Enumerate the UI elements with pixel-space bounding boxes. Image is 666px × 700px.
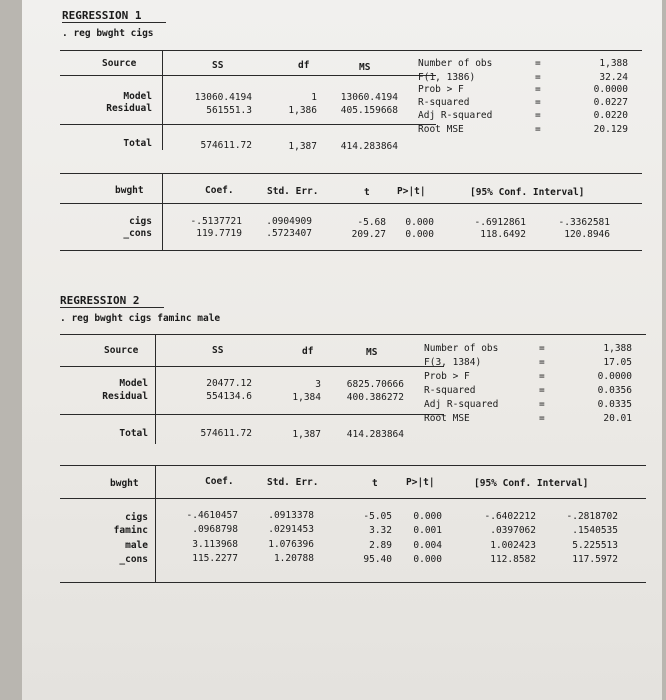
reg2-row-2-lo: 1.002423: [490, 540, 536, 551]
reg1-total-df: 1,387: [288, 141, 317, 152]
reg1-model-ss: 13060.4194: [194, 92, 252, 103]
reg2-residual-ss: 554134.6: [206, 391, 252, 402]
reg2-title: REGRESSION 2: [60, 294, 140, 307]
reg2-row-2-t: 2.89: [369, 540, 392, 551]
reg1-coef-header: Coef.: [205, 185, 234, 196]
reg1-coef-header-rule: [60, 203, 642, 204]
reg2-stat-2-eq: =: [539, 371, 545, 382]
reg2-row-2-se: 1.076396: [268, 539, 314, 550]
reg2-stat-3-label: R-squared: [424, 385, 476, 396]
reg2-stat-4-label: Adj R-squared: [424, 399, 499, 410]
reg2-row-2-p: 0.004: [413, 540, 442, 551]
reg2-anova-top-rule: [60, 334, 646, 335]
reg1-total-ms: 414.283864: [340, 141, 398, 152]
reg1-stat-0-label: Number of obs: [418, 58, 493, 69]
reg2-row-3-t: 95.40: [363, 554, 392, 565]
reg2-total-label: Total: [119, 428, 148, 439]
reg1-source-header: Source: [102, 58, 137, 69]
reg1-stat-5-eq: =: [535, 124, 541, 135]
reg1-row-0-lo: -.6912861: [474, 217, 526, 228]
reg1-ss-header: SS: [212, 60, 224, 71]
reg2-model-label: Model: [119, 378, 148, 389]
reg2-row-1-t: 3.32: [369, 525, 392, 536]
reg2-stat-3-value: 0.0356: [597, 385, 632, 396]
reg2-stat-0-value: 1,388: [603, 343, 632, 354]
reg2-row-1-p: 0.001: [413, 525, 442, 536]
reg1-row-0-var: cigs: [129, 216, 152, 227]
reg2-row-1-var: faminc: [113, 525, 148, 536]
reg1-row-1-p: 0.000: [405, 229, 434, 240]
reg2-stat-1-value: 17.05: [603, 357, 632, 368]
reg1-stat-0-eq: =: [535, 58, 541, 69]
reg2-row-0-p: 0.000: [413, 511, 442, 522]
reg2-coef-top-rule: [60, 465, 646, 466]
reg2-ss-header: SS: [212, 345, 224, 356]
reg1-residual-label: Residual: [106, 103, 152, 114]
reg2-row-0-var: cigs: [125, 512, 148, 523]
reg2-coef-bottom-rule: [60, 582, 646, 583]
reg1-model-ms: 13060.4194: [340, 92, 398, 103]
reg1-stat-4-eq: =: [535, 110, 541, 121]
reg2-row-1-lo: .0397062: [490, 525, 536, 536]
reg2-row-2-coef: 3.113968: [192, 539, 238, 550]
reg1-row-1-coef: 119.7719: [196, 228, 242, 239]
reg2-residual-label: Residual: [102, 391, 148, 402]
reg2-row-1-coef: .0968798: [192, 524, 238, 535]
reg2-stat-2-value: 0.0000: [597, 371, 632, 382]
reg2-row-0-t: -5.05: [363, 511, 392, 522]
reg2-anova-total-rule: [60, 414, 444, 415]
reg1-residual-ms: 405.159668: [340, 105, 398, 116]
reg2-command: . reg bwght cigs faminc male: [60, 313, 221, 324]
reg2-stat-4-eq: =: [539, 399, 545, 410]
reg2-stat-4-value: 0.0335: [597, 399, 632, 410]
reg2-row-0-coef: -.4610457: [186, 510, 238, 521]
reg2-df-header: df: [302, 346, 314, 357]
reg2-row-3-coef: 115.2277: [192, 553, 238, 564]
reg1-dep-header: bwght: [115, 185, 144, 196]
reg2-ci-header: [95% Conf. Interval]: [474, 478, 589, 489]
reg1-total-label: Total: [123, 138, 152, 149]
reg1-ci-header: [95% Conf. Interval]: [470, 187, 585, 198]
reg2-total-df: 1,387: [292, 429, 321, 440]
reg1-row-1-se: .5723407: [266, 228, 312, 239]
reg1-coef-top-rule: [60, 173, 642, 174]
reg1-model-df: 1: [311, 92, 317, 103]
reg1-row-0-p: 0.000: [405, 217, 434, 228]
reg2-stat-3-eq: =: [539, 385, 545, 396]
reg1-stat-4-value: 0.0220: [593, 110, 628, 121]
reg1-row-0-se: .0904909: [266, 216, 312, 227]
reg2-residual-df: 1,384: [292, 392, 321, 403]
reg2-row-2-hi: 5.225513: [572, 540, 618, 551]
reg1-anova-divider: [162, 50, 163, 150]
reg1-row-0-t: -5.68: [357, 217, 386, 228]
reg2-stat-0-eq: =: [539, 343, 545, 354]
reg2-anova-divider: [155, 334, 156, 444]
reg2-stat-5-value: 20.01: [603, 413, 632, 424]
reg2-p-header: P>|t|: [406, 477, 435, 488]
reg1-stat-1-eq: =: [535, 72, 541, 83]
reg1-anova-total-rule: [60, 124, 436, 125]
reg2-row-0-se: .0913378: [268, 510, 314, 521]
reg2-row-3-hi: 117.5972: [572, 554, 618, 565]
reg2-total-ss: 574611.72: [200, 428, 252, 439]
reg1-residual-df: 1,386: [288, 105, 317, 116]
reg1-coef-bottom-rule: [60, 250, 642, 251]
reg1-stat-3-label: R-squared: [418, 97, 470, 108]
reg1-t-header: t: [364, 187, 370, 198]
reg1-df-header: df: [298, 60, 310, 71]
reg1-stat-2-label: Prob > F: [418, 84, 464, 95]
reg2-anova-header-rule: [60, 366, 444, 367]
reg1-title: REGRESSION 1: [62, 9, 142, 22]
reg1-row-1-t: 209.27: [351, 229, 386, 240]
reg1-stat-5-value: 20.129: [593, 124, 628, 135]
reg2-stat-1-eq: =: [539, 357, 545, 368]
reg1-anova-top-rule: [60, 50, 642, 51]
reg2-se-header: Std. Err.: [267, 477, 319, 488]
reg2-row-0-lo: -.6402212: [484, 511, 536, 522]
reg2-title-underline: [60, 307, 164, 308]
reg2-dep-header: bwght: [110, 478, 139, 489]
reg1-ms-header: MS: [359, 62, 371, 73]
reg2-t-header: t: [372, 478, 378, 489]
reg1-stat-4-label: Adj R-squared: [418, 110, 493, 121]
reg1-stat-2-value: 0.0000: [593, 84, 628, 95]
reg2-model-ms: 6825.70666: [346, 379, 404, 390]
reg2-model-ss: 20477.12: [206, 378, 252, 389]
document-page: [22, 0, 662, 700]
reg1-total-ss: 574611.72: [200, 140, 252, 151]
reg2-residual-ms: 400.386272: [346, 392, 404, 403]
reg2-row-0-hi: -.2818702: [566, 511, 618, 522]
reg1-stat-2-eq: =: [535, 84, 541, 95]
reg1-model-label: Model: [123, 91, 152, 102]
reg1-se-header: Std. Err.: [267, 186, 319, 197]
reg2-stat-1-label: F(3, 1384): [424, 357, 482, 368]
reg1-stat-3-value: 0.0227: [593, 97, 628, 108]
reg1-row-1-lo: 118.6492: [480, 229, 526, 240]
reg2-row-3-se: 1.20788: [273, 553, 314, 564]
reg2-row-3-var: _cons: [119, 554, 148, 565]
reg2-source-header: Source: [104, 345, 139, 356]
reg1-residual-ss: 561551.3: [206, 105, 252, 116]
reg1-row-0-hi: -.3362581: [558, 217, 610, 228]
reg2-model-df: 3: [315, 379, 321, 390]
reg1-coef-divider: [162, 173, 163, 251]
reg2-row-1-se: .0291453: [268, 524, 314, 535]
reg1-row-1-var: _cons: [123, 228, 152, 239]
reg2-stat-0-label: Number of obs: [424, 343, 499, 354]
reg2-coef-header: Coef.: [205, 476, 234, 487]
reg1-p-header: P>|t|: [397, 186, 426, 197]
reg2-row-3-lo: 112.8582: [490, 554, 536, 565]
reg1-stat-0-value: 1,388: [599, 58, 628, 69]
reg2-stat-5-eq: =: [539, 413, 545, 424]
reg1-command: . reg bwght cigs: [62, 28, 154, 39]
reg2-coef-divider: [155, 465, 156, 583]
reg2-stat-2-label: Prob > F: [424, 371, 470, 382]
reg2-ms-header: MS: [366, 347, 378, 358]
reg1-stat-5-label: Root MSE: [418, 124, 464, 135]
reg1-stat-1-label: F(1, 1386): [418, 72, 476, 83]
reg1-row-1-hi: 120.8946: [564, 229, 610, 240]
reg2-row-1-hi: .1540535: [572, 525, 618, 536]
reg2-coef-header-rule: [60, 498, 646, 499]
reg1-stat-1-value: 32.24: [599, 72, 628, 83]
reg1-stat-3-eq: =: [535, 97, 541, 108]
reg2-total-ms: 414.283864: [346, 429, 404, 440]
reg2-stat-5-label: Root MSE: [424, 413, 470, 424]
reg1-row-0-coef: -.5137721: [190, 216, 242, 227]
reg1-anova-header-rule: [60, 75, 436, 76]
reg2-row-3-p: 0.000: [413, 554, 442, 565]
reg2-row-2-var: male: [125, 540, 148, 551]
reg1-title-underline: [62, 22, 166, 23]
